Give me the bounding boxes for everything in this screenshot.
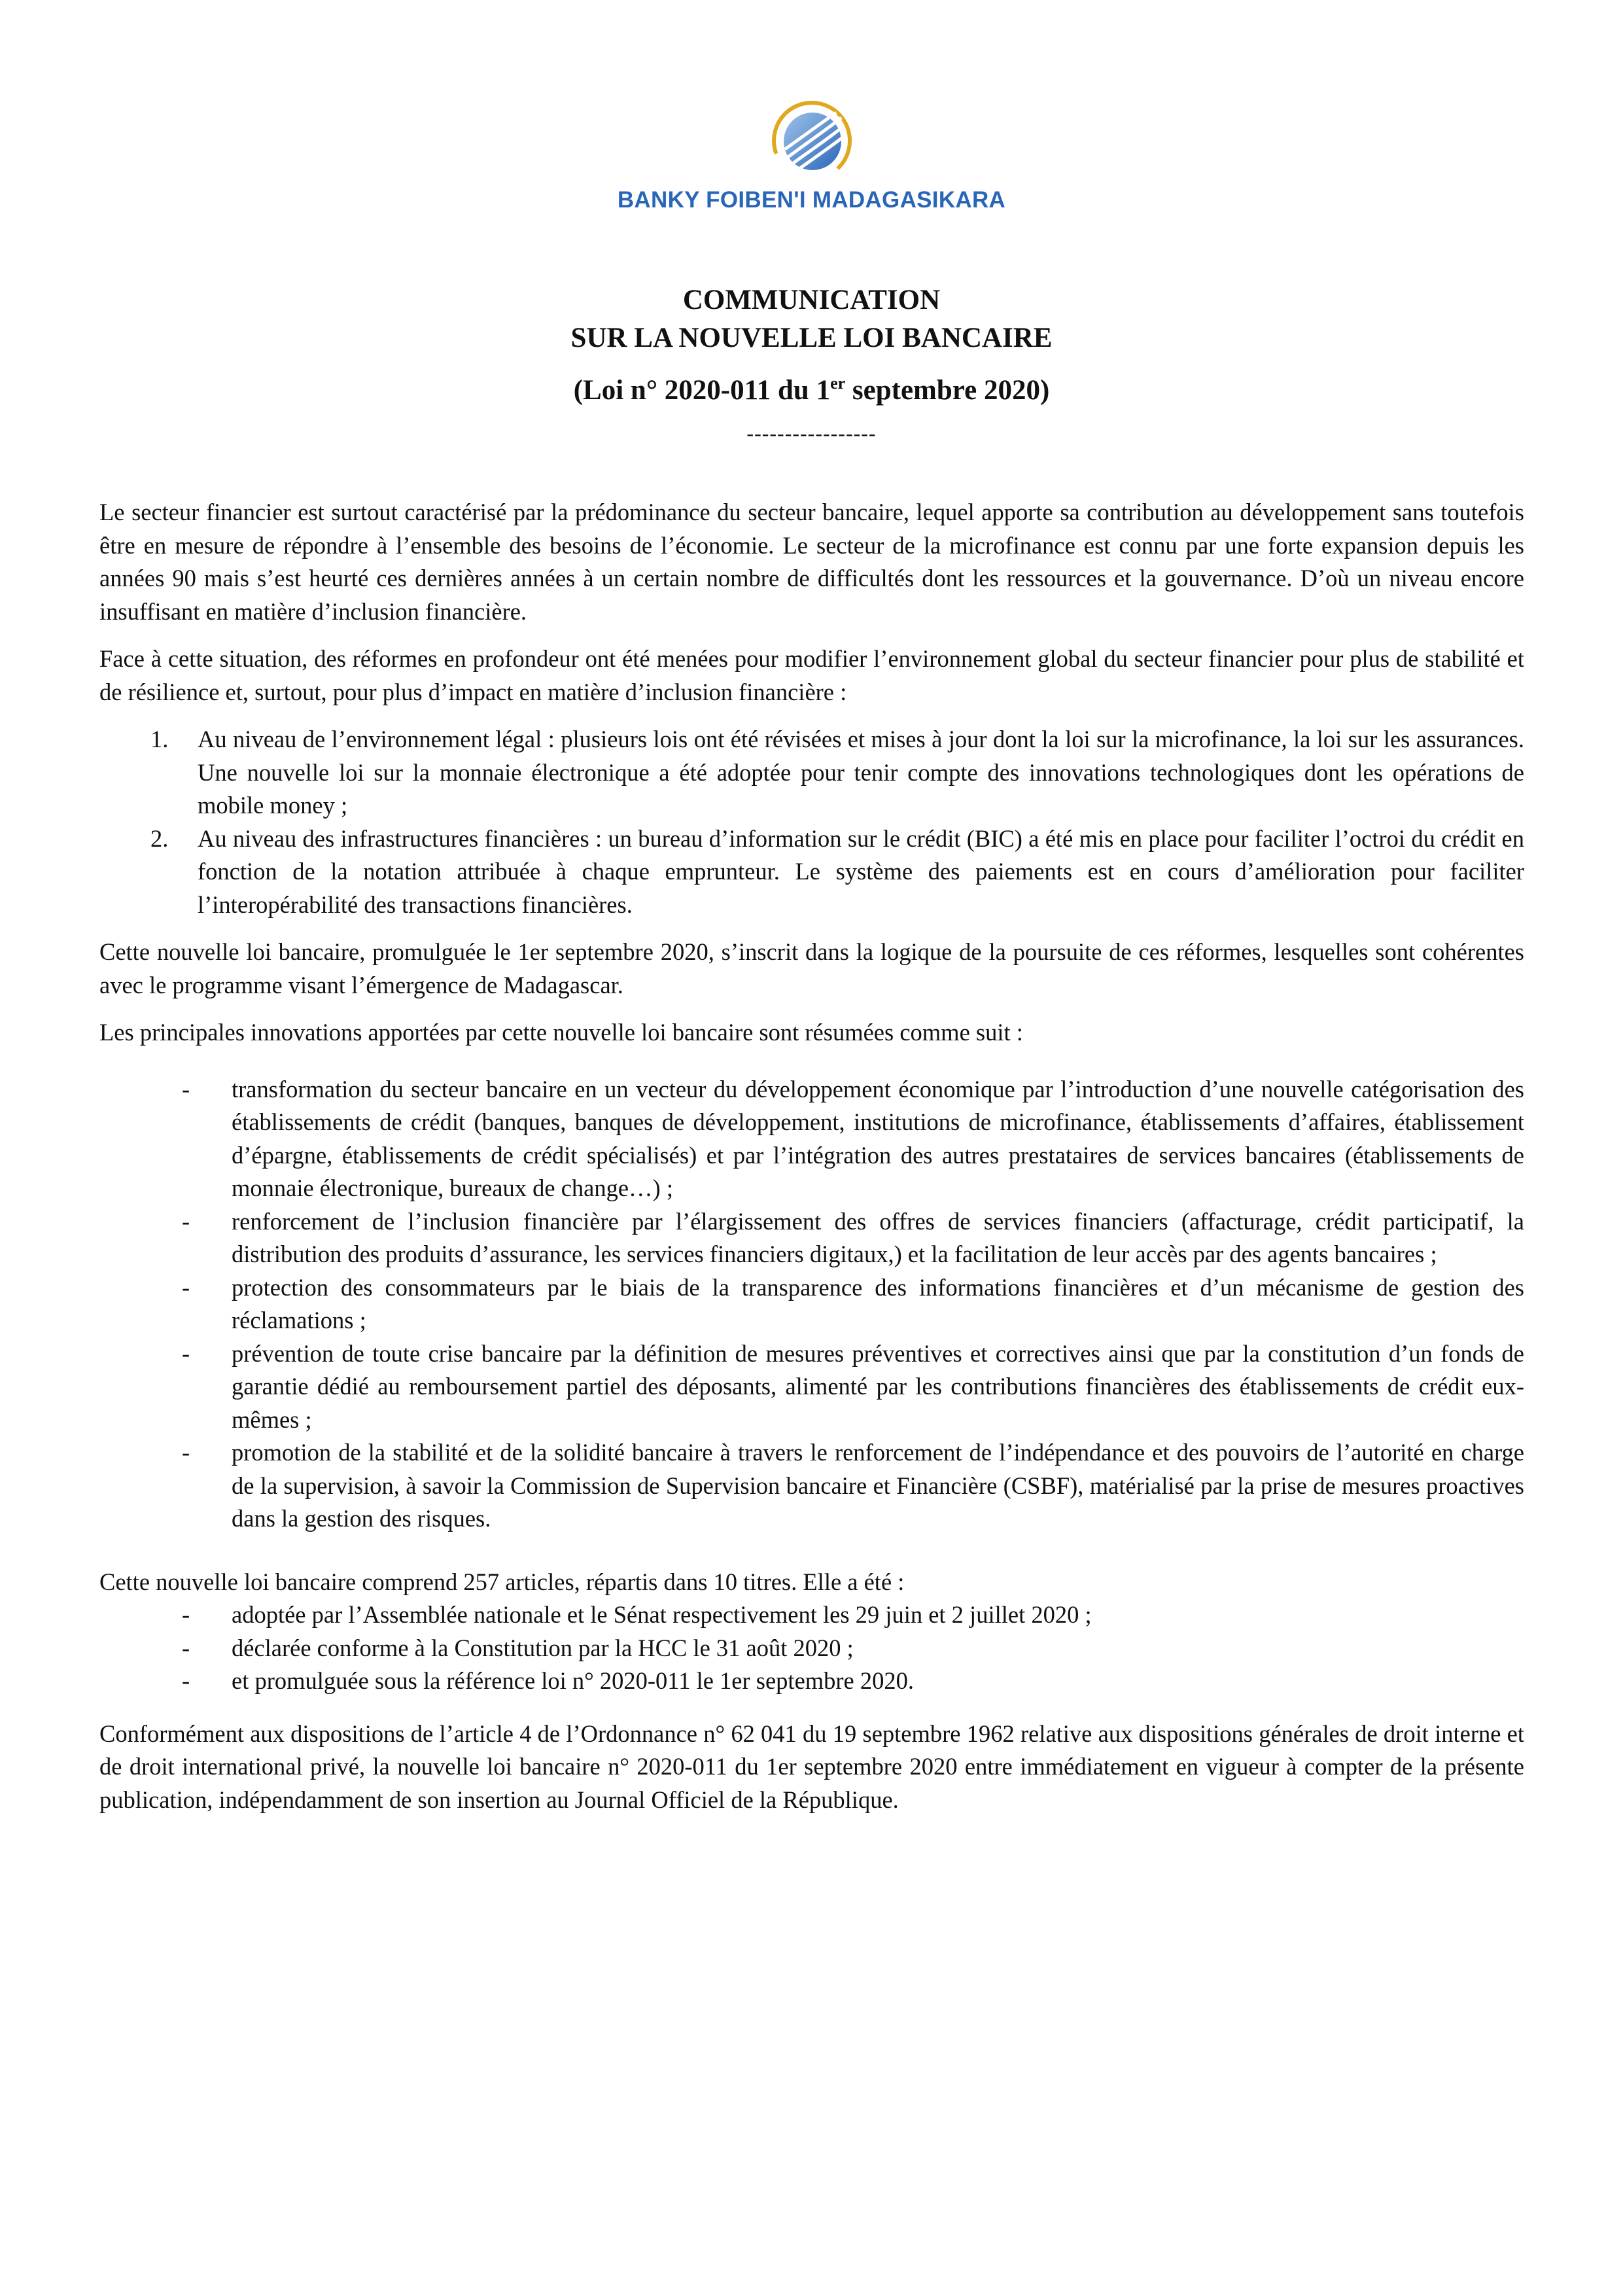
- list-marker: -: [182, 1634, 190, 1661]
- list-marker: -: [182, 1207, 190, 1235]
- list-marker: -: [182, 1339, 190, 1367]
- list-item-text: Au niveau de l’environnement légal : plusieurs lois ont été révisées et mises à jour dont la loi sur la microfinance, la loi sur les assurances. Une nouvelle loi sur la monnaie électronique a été adoptée pour tenir compte des innovations technologiques dont les opérations de mobile money ;: [198, 726, 1524, 819]
- letterhead: [0, 98, 1623, 213]
- law-reference-superscript: er: [830, 374, 846, 393]
- list-item-text: transformation du secteur bancaire en un vecteur du développement économique par l’introduction d’une nouvelle catégorisation des établissements de crédit (banques, banques de développement, institutions de microfinance, établissements d’affaires, établissement d’épargne, établissements de crédit spécialisés) et par l’intégration des autres prestataires de services bancaires (établissements de monnaie électronique, bureaux de change…) ;: [232, 1075, 1524, 1201]
- law-reference-date: septembre 2020): [845, 375, 1050, 406]
- list-marker: -: [182, 1075, 190, 1103]
- list-marker: -: [182, 1439, 190, 1466]
- list-item-text: renforcement de l’inclusion financière par l’élargissement des offres de services financiers (affacturage, crédit participatif, la distribution des produits d’assurance, les services financiers digitaux,) et la facilitation de leur accès par des agents bancaires ;: [232, 1207, 1524, 1267]
- title-law-reference: [98, 372, 1525, 410]
- list-item: [99, 1665, 1524, 1698]
- list-marker: 2.: [150, 824, 169, 852]
- law-reference-text: (Loi n° 2020-011 du 1: [573, 375, 831, 406]
- list-marker: 1.: [150, 726, 169, 752]
- paragraph-reforms: Face à cette situation, des réformes en profondeur ont été menées pour modifier l’environnement global du secteur financier pour plus de stabilité et de résilience et, surtout, pour plus d’impact en matière d’inclusion financière :: [99, 645, 1524, 705]
- list-item-text: adoptée par l’Assemblée nationale et le Sénat respectivement les 29 juin et 2 juillet 2020 ;: [232, 1601, 1092, 1628]
- paragraph-context: Le secteur financier est surtout caractérisé par la prédominance du secteur bancaire, lequel apporte sa contribution au développement sans toutefois être en mesure de répondre à l’ensemble des besoins de l’économie. Le secteur de la microfinance est connu par une forte expansion depuis les années 90 mais s’est heurté ces dernières années à un certain nombre de difficultés dont les ressources et la gouvernance. D’où un niveau encore insuffisant en matière d’inclusion financière.: [99, 499, 1524, 625]
- document-title: [98, 281, 1525, 446]
- title-line-2: SUR LA NOUVELLE LOI BANCAIRE: [570, 323, 1053, 353]
- list-item: [99, 822, 1524, 922]
- list-item-text: et promulguée sous la référence loi n° 2020-011 le 1er septembre 2020.: [232, 1667, 915, 1694]
- innovations-list: [99, 1073, 1524, 1536]
- list-item: [99, 1436, 1524, 1536]
- paragraph-articles: Cette nouvelle loi bancaire comprend 257 articles, répartis dans 10 titres. Elle a été :: [99, 1568, 905, 1595]
- list-item-text: Au niveau des infrastructures financières : un bureau d’information sur le crédit (BIC) a été mis en place pour faciliter l’octroi du crédit en fonction de la notation attribuée à chaque emprunteur. Le système des paiements est en cours d’amélioration pour faciliter l’interopérabilité des transactions financières.: [198, 824, 1524, 918]
- list-item-text: protection des consommateurs par le biais de la transparence des informations financières et d’un mécanisme de gestion des réclamations ;: [232, 1273, 1524, 1333]
- reforms-list: [99, 723, 1524, 921]
- list-item-text: déclarée conforme à la Constitution par la HCC le 31 août 2020 ;: [232, 1634, 854, 1661]
- document-body: [99, 496, 1524, 1831]
- list-item-text: prévention de toute crise bancaire par la définition de mesures préventives et correctives ainsi que par la constitution d’un fonds de garantie dédié au remboursement partiel des déposants, alimenté par les contributions financières des établissements de crédit eux-mêmes ;: [232, 1339, 1524, 1433]
- list-item: [99, 1073, 1524, 1205]
- list-item: [99, 723, 1524, 822]
- list-item: [99, 1632, 1524, 1665]
- bfm-globe-logo-icon: [769, 98, 854, 183]
- list-marker: -: [182, 1667, 190, 1694]
- paragraph-entry-into-force: Conformément aux dispositions de l’article 4 de l’Ordonnance n° 62 041 du 19 septembre 1962 relative aux dispositions générales de droit interne et de droit international privé, la nouvelle loi bancaire n° 2020-011 du 1er septembre 2020 entre immédiatement en vigueur à compter de la présente publication, indépendamment de son insertion au Journal Officiel de la République.: [99, 1720, 1524, 1813]
- paragraph-new-law: Cette nouvelle loi bancaire, promulguée le 1er septembre 2020, s’inscrit dans la logique de la poursuite de ces réformes, lesquelles sont cohérentes avec le programme visant l’émergence de Madagascar.: [99, 938, 1524, 998]
- list-item: [99, 1337, 1524, 1437]
- title-separator: -----------------: [746, 421, 877, 445]
- list-item: [99, 1271, 1524, 1337]
- list-item-text: promotion de la stabilité et de la solidité bancaire à travers le renforcement de l’indépendance et des pouvoirs de l’autorité en charge de la supervision, à savoir la Commission de Supervision bancaire et Financière (CSBF), matérialisé par la prise de mesures proactives dans la gestion des risques.: [232, 1439, 1524, 1532]
- list-item: [99, 1598, 1524, 1632]
- title-line-1: COMMUNICATION: [682, 285, 941, 315]
- paragraph-innovations-intro: Les principales innovations apportées par cette nouvelle loi bancaire sont résumées comme suit :: [99, 1019, 1023, 1046]
- organization-name: BANKY FOIBEN'I MADAGASIKARA: [617, 187, 1006, 213]
- list-marker: -: [182, 1601, 190, 1628]
- adoption-steps-list: [99, 1598, 1524, 1698]
- list-marker: -: [182, 1273, 190, 1301]
- list-item: [99, 1205, 1524, 1271]
